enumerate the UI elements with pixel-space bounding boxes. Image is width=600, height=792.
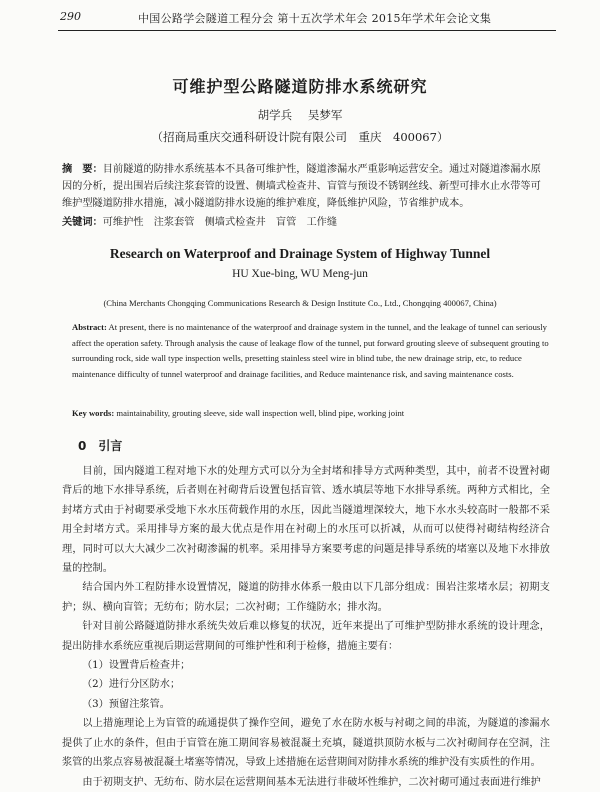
keywords-cn-text: 可维护性 注浆套管 侧墙式检查井 盲管 工作缝 bbox=[102, 217, 338, 228]
page-number: 290 bbox=[60, 10, 81, 23]
header-rule bbox=[58, 30, 556, 31]
list-item: （3）预留注浆管。 bbox=[82, 698, 170, 710]
paragraph: 以上措施理论上为盲管的疏通提供了操作空间，避免了水在防水板与衬砌之间的串流，为隧道的渗漏水提供了止水的条件，但由于盲管在施工期间容易被混凝土充填，隧道拱顶防水板与二次衬砌间存在空洞，注浆管的出浆点容易被混凝土堵塞等情况，导致上述措施在运营期间对防排水系统的维护没有实质性的作用。 bbox=[62, 718, 550, 769]
abstract-cn bbox=[62, 161, 550, 212]
keywords-cn-label: 关键词： bbox=[62, 217, 103, 228]
abstract-en-text: At present, there is no maintenance of the waterproof and drainage system in the tunnel, and the leakage of tunnel can seriously affect the operation safety. Through analysis the cause of leakage flow of the tunnel, put forward grouting sleeve of subsequent grouting to surrounding rock, side wall type inspection wells, presetting stainless steel wire in blind tube, the new drainage strip, etc, to reduce maintenance difficulty of tunnel waterproof and drainage facilities, and Reduce maintenance risk, and saving maintenance costs. bbox=[72, 322, 549, 379]
keywords-cn bbox=[62, 213, 550, 228]
paper-title-en: Research on Waterproof and Drainage System of Highway Tunnel bbox=[109, 246, 491, 261]
authors-en: HU Xue-bing, WU Meng-jun bbox=[232, 268, 368, 280]
section-title: 引言 bbox=[98, 439, 123, 453]
abstract-cn-text: 目前隧道的防排水系统基本不具备可维护性，隧道渗漏水严重影响运营安全。通过对隧道渗漏水原因的分析，提出围岩后续注浆套管的设置、侧墙式检查井、盲管与预设不锈钢丝线、新型可排水止水带等可维护型隧道防排水措施，减小隧道防排水设施的维护难度，降低维护风险，节省维护成本。 bbox=[62, 164, 541, 209]
section-number: 0 bbox=[78, 439, 87, 453]
authors-cn bbox=[0, 107, 600, 123]
running-header bbox=[0, 10, 600, 26]
paragraph: 目前，国内隧道工程对地下水的处理方式可以分为全封堵和排导方式两种类型，其中，前者不设置衬砌背后的地下水排导系统，后者则在衬砌背后设置包括盲管、透水填层等地下水排导系统。两种方式相比，全封堵方式由于衬砌要承受地下水水压荷载作用的水压，因此当隧道埋深较大，地下水水头较高时一般都不采用全封堵方式。采用排导方案的最大优点是作用在衬砌上的水压可以折减，从而可以使得衬砌结构经济合理，同时可以大大减少二次衬砌渗漏的机率。采用排导方案要考虑的问题是排导系统的堵塞以及地下水排放量的控制。 bbox=[62, 466, 550, 575]
paragraph: 由于初期支护、无纺布、防水层在运营期间基本无法进行非破坏性维护，二次衬砌可通过表面进行维护 bbox=[82, 776, 541, 788]
author-cn: 吴梦军 bbox=[307, 108, 343, 122]
abstract-en-label: Abstract: bbox=[72, 322, 107, 332]
keywords-en-label: Key words: bbox=[72, 408, 115, 418]
keywords-en bbox=[72, 408, 550, 418]
affiliation-en: (China Merchants Chongqing Communications Research & Design Institute Co., Ltd., Chongqing 400067, China) bbox=[103, 298, 497, 308]
section-heading bbox=[78, 437, 134, 454]
body-text bbox=[62, 462, 550, 792]
paragraph: 结合国内外工程防排水设置情况，隧道的防排水体系一般由以下几部分组成：围岩注浆堵水层；初期支护；纵、横向盲管；无纺布；防水层；二次衬砌；工作缝防水；排水沟。 bbox=[62, 582, 550, 613]
author-cn: 胡学兵 bbox=[257, 108, 293, 122]
abstract-en bbox=[72, 320, 550, 382]
paragraph: 针对目前公路隧道防排水系统失效后难以修复的状况，近年来提出了可维护型防排水系统的设计理念，提出防排水系统应重视后期运营期间的可维护性和利于检修，措施主要有： bbox=[62, 621, 550, 652]
keywords-en-text: maintainability, grouting sleeve, side wall inspection well, blind pipe, working joint bbox=[116, 408, 405, 418]
journal-title: 中国公路学会隧道工程分会 第十五次学术年会 2015年学术年会论文集 bbox=[138, 12, 492, 25]
paper-title-cn: 可维护型公路隧道防排水系统研究 bbox=[172, 77, 428, 96]
list-item: （1）设置背后检查井； bbox=[82, 660, 191, 672]
affiliation-cn: （招商局重庆交通科研设计院有限公司 重庆 400067） bbox=[151, 130, 449, 144]
list-item: （2）进行分区防水； bbox=[82, 679, 181, 691]
abstract-cn-label: 摘 要： bbox=[62, 164, 103, 175]
